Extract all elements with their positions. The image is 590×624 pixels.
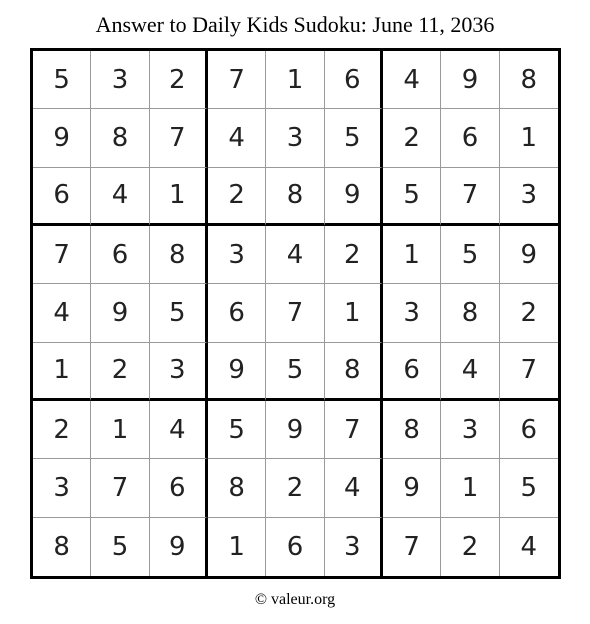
- sudoku-cell-r6-c5: 5: [266, 343, 324, 401]
- sudoku-cell-r5-c7: 3: [383, 284, 441, 342]
- page-title: Answer to Daily Kids Sudoku: June 11, 2036: [95, 12, 495, 37]
- sudoku-cell-r8-c8: 1: [441, 459, 499, 517]
- sudoku-cell-r3-c4: 2: [208, 168, 266, 226]
- sudoku-cell-r9-c8: 2: [441, 518, 499, 576]
- sudoku-cell-r6-c9: 7: [500, 343, 558, 401]
- sudoku-cell-r8-c5: 2: [266, 459, 324, 517]
- sudoku-cell-r6-c6: 8: [325, 343, 383, 401]
- sudoku-board: [30, 48, 561, 579]
- sudoku-cell-r9-c4: 1: [208, 518, 266, 576]
- sudoku-cell-r5-c6: 1: [325, 284, 383, 342]
- sudoku-cell-r6-c8: 4: [441, 343, 499, 401]
- sudoku-cell-r5-c1: 4: [33, 284, 91, 342]
- sudoku-cell-r3-c3: 1: [150, 168, 208, 226]
- sudoku-cell-r7-c2: 1: [91, 401, 149, 459]
- sudoku-cell-r7-c8: 3: [441, 401, 499, 459]
- sudoku-cell-r1-c8: 9: [441, 51, 499, 109]
- sudoku-cell-r1-c6: 6: [325, 51, 383, 109]
- sudoku-cell-r2-c6: 5: [325, 109, 383, 167]
- sudoku-cell-r9-c3: 9: [150, 518, 208, 576]
- sudoku-cell-r1-c9: 8: [500, 51, 558, 109]
- sudoku-cell-r5-c2: 9: [91, 284, 149, 342]
- sudoku-cell-r3-c1: 6: [33, 168, 91, 226]
- copyright-footer: © valeur.org: [254, 591, 336, 608]
- sudoku-cell-r7-c4: 5: [208, 401, 266, 459]
- sudoku-cell-r9-c9: 4: [520, 531, 538, 562]
- sudoku-cell-r7-c1: 2: [33, 401, 91, 459]
- sudoku-cell-r5-c8: 8: [441, 284, 499, 342]
- sudoku-cell-r4-c7: 1: [383, 226, 441, 284]
- sudoku-cell-r7-c3: 4: [150, 401, 208, 459]
- sudoku-cell-r8-c9: 5: [500, 459, 558, 517]
- sudoku-cell-r2-c9: 1: [500, 109, 558, 167]
- sudoku-cell-r2-c1: 9: [33, 109, 91, 167]
- sudoku-cell-r2-c3: 7: [150, 109, 208, 167]
- sudoku-cell-r3-c6: 9: [325, 168, 383, 226]
- sudoku-cell-r4-c2: 6: [91, 226, 149, 284]
- sudoku-cell-r9-c5: 6: [266, 518, 324, 576]
- sudoku-cell-r8-c4: 8: [208, 459, 266, 517]
- sudoku-cell-r1-c7: 4: [383, 51, 441, 109]
- sudoku-cell-r2-c2: 8: [91, 109, 149, 167]
- sudoku-cell-r3-c2: 4: [91, 168, 149, 226]
- sudoku-cell-r2-c4: 4: [208, 109, 266, 167]
- sudoku-cell-r5-c3: 5: [150, 284, 208, 342]
- sudoku-cell-r6-c2: 2: [91, 343, 149, 401]
- sudoku-cell-r1-c2: 3: [91, 51, 149, 109]
- sudoku-cell-r6-c7: 6: [383, 343, 441, 401]
- sudoku-cell-r4-c5: 4: [266, 226, 324, 284]
- sudoku-cell-r9-c7: 7: [383, 518, 441, 576]
- sudoku-cell-r3-c5: 8: [266, 168, 324, 226]
- sudoku-cell-r6-c3: 3: [150, 343, 208, 401]
- sudoku-cell-r7-c5: 9: [266, 401, 324, 459]
- sudoku-cell-r4-c4: 3: [208, 226, 266, 284]
- sudoku-cell-r4-c8: 5: [441, 226, 499, 284]
- sudoku-cell-r1-c1: 5: [33, 51, 91, 109]
- sudoku-cell-r5-c9: 2: [500, 284, 558, 342]
- sudoku-cell-r6-c1: 1: [33, 343, 91, 401]
- sudoku-cell-r7-c9: 6: [500, 401, 558, 459]
- sudoku-cell-r1-c5: 1: [266, 51, 324, 109]
- sudoku-cell-r2-c8: 6: [441, 109, 499, 167]
- sudoku-cell-r8-c1: 3: [33, 459, 91, 517]
- sudoku-cell-r3-c7: 5: [383, 168, 441, 226]
- sudoku-cell-r4-c3: 8: [150, 226, 208, 284]
- sudoku-cell-r9-c1: 8: [33, 518, 91, 576]
- sudoku-cell-r5-c5: 7: [266, 284, 324, 342]
- sudoku-cell-r8-c7: 9: [383, 459, 441, 517]
- sudoku-cell-r7-c6: 7: [325, 401, 383, 459]
- sudoku-cell-r8-c2: 7: [91, 459, 149, 517]
- sudoku-cell-r3-c8: 7: [441, 168, 499, 226]
- sudoku-cell-r1-c4: 7: [208, 51, 266, 109]
- sudoku-cell-r8-c6: 4: [325, 459, 383, 517]
- sudoku-cell-r4-c9: 9: [500, 226, 558, 284]
- sudoku-cell-r4-c1: 7: [33, 226, 91, 284]
- sudoku-cell-r7-c7: 8: [383, 401, 441, 459]
- sudoku-cell-r6-c4: 9: [208, 343, 266, 401]
- sudoku-cell-r8-c3: 6: [150, 459, 208, 517]
- sudoku-cell-r9-c6: 3: [325, 518, 383, 576]
- sudoku-cell-r5-c4: 6: [208, 284, 266, 342]
- sudoku-cell-r1-c3: 2: [150, 51, 208, 109]
- sudoku-cell-r9-c2: 5: [91, 518, 149, 576]
- sudoku-cell-r2-c5: 3: [266, 109, 324, 167]
- sudoku-cell-r3-c9: 3: [500, 168, 558, 226]
- sudoku-cell-r4-c6: 2: [325, 226, 383, 284]
- sudoku-cell-r2-c7: 2: [383, 109, 441, 167]
